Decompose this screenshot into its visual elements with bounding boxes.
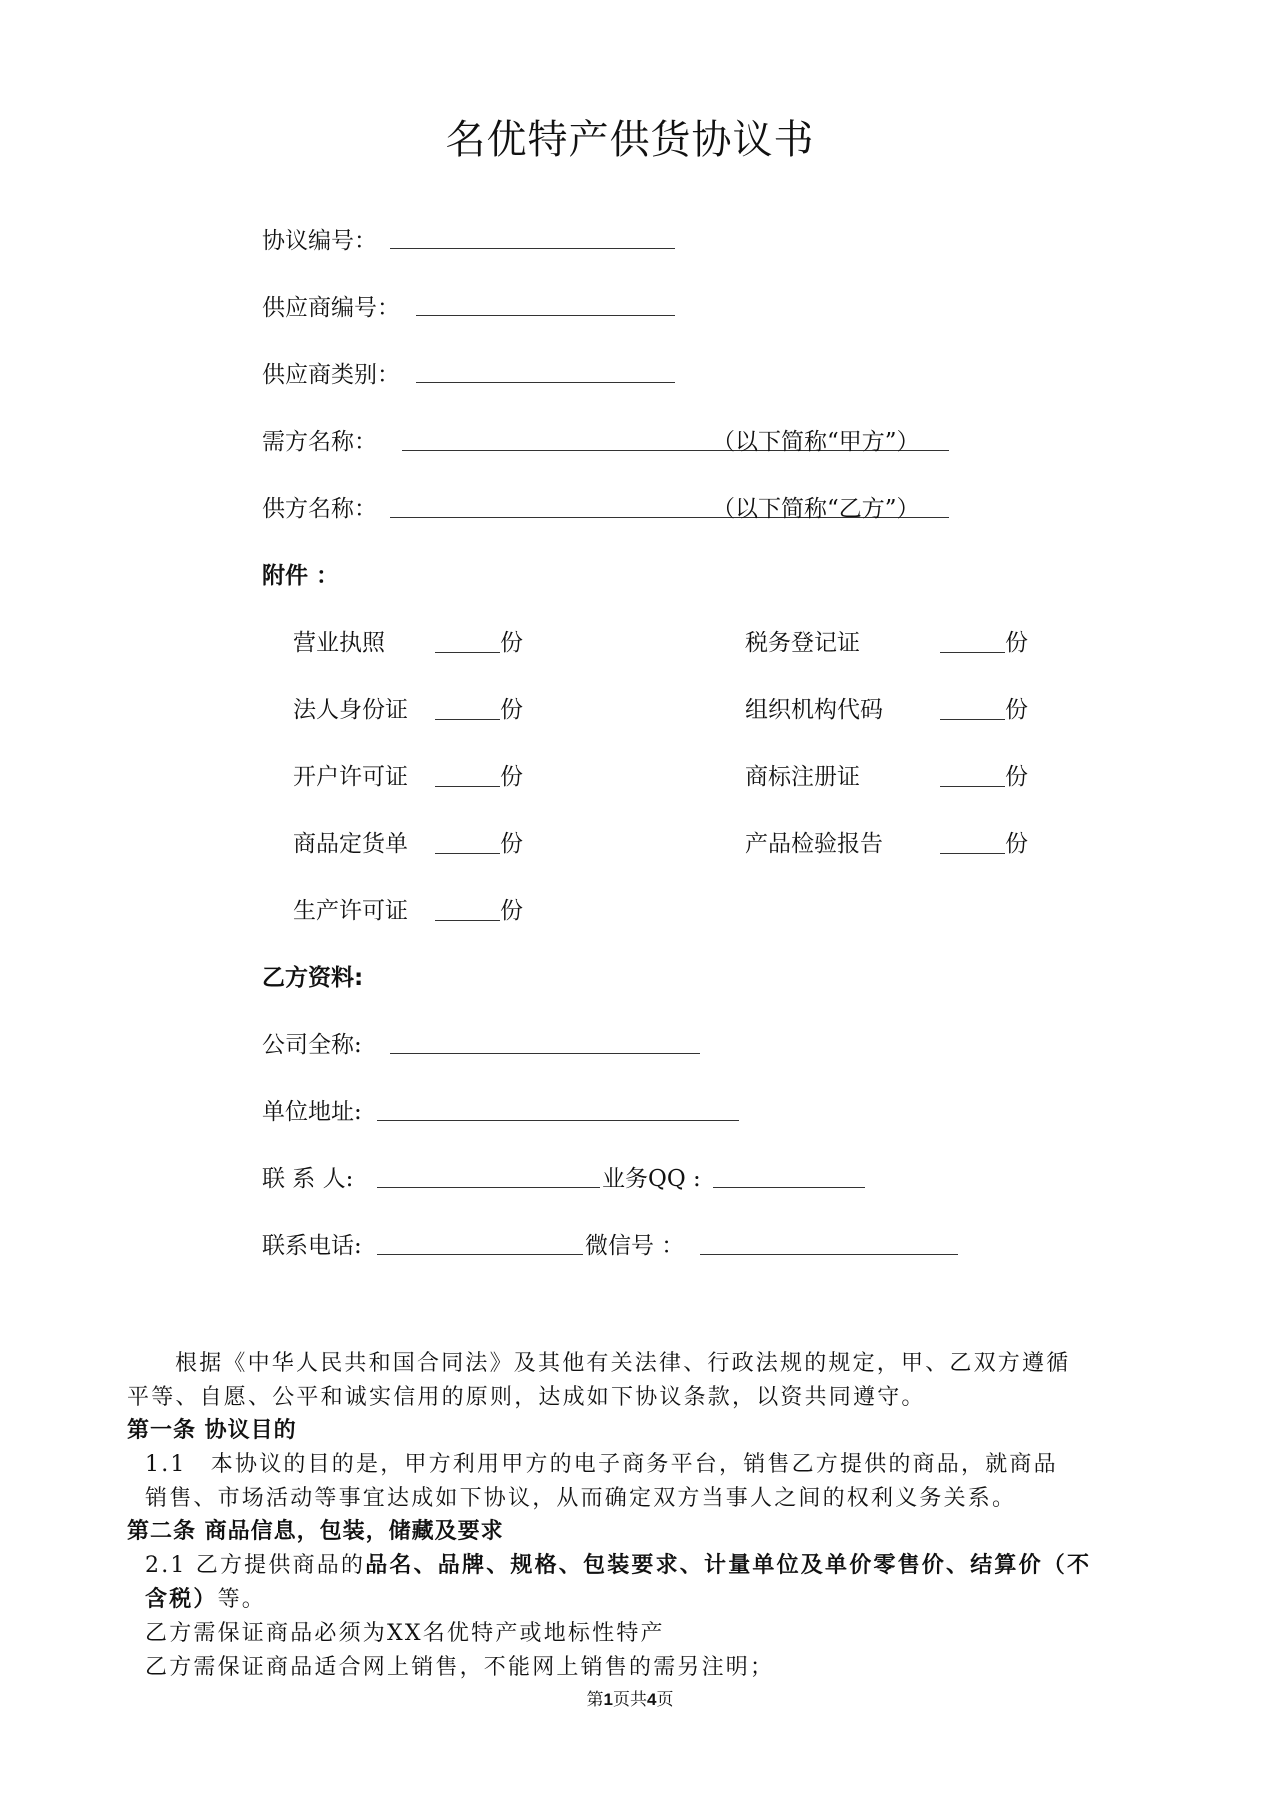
seller-alias: （以下简称“乙方”）	[712, 496, 920, 522]
attachment-unit: 份	[500, 831, 523, 857]
preamble-line: 根据《中华人民共和国合同法》及其他有关法律、行政法规的规定，甲、乙双方遵循	[175, 1351, 1071, 1376]
requirement-line: 乙方需保证商品适合网上销售，不能网上销售的需另注明；	[145, 1655, 775, 1680]
attachments-heading: 附件 ：	[262, 563, 340, 589]
company-name-label: 公司全称:	[262, 1032, 362, 1058]
attachment-label: 开户许可证	[293, 764, 408, 790]
page-total: 4	[647, 1690, 657, 1709]
attachment-count-field[interactable]	[940, 652, 1005, 653]
page-current: 1	[603, 1690, 613, 1709]
attachment-unit: 份	[1005, 697, 1028, 723]
clause-2-1-line	[145, 1582, 266, 1613]
phone-field[interactable]	[377, 1254, 583, 1255]
attachment-count-field[interactable]	[435, 786, 500, 787]
attachment-label: 商品定货单	[293, 831, 408, 857]
contact-label: 联 系 人:	[262, 1166, 354, 1192]
clause-2-1-prefix: 2.1 乙方提供商品的	[145, 1553, 366, 1578]
attachment-unit: 份	[1005, 831, 1028, 857]
attachment-count-field[interactable]	[940, 786, 1005, 787]
attachment-label: 组织机构代码	[745, 697, 883, 723]
qq-field[interactable]	[713, 1187, 865, 1188]
supplier-type-field[interactable]	[416, 382, 675, 383]
preamble-line: 平等、自愿、公平和诚实信用的原则，达成如下协议条款，以资共同遵守。	[127, 1385, 926, 1410]
page-prefix: 第	[586, 1690, 604, 1709]
article-2-title: 第二条 商品信息，包装，储藏及要求	[127, 1519, 504, 1544]
attachment-count-field[interactable]	[940, 853, 1005, 854]
seller-name-label: 供方名称：	[262, 496, 377, 522]
attachment-count-field[interactable]	[435, 853, 500, 854]
attachment-label: 商标注册证	[745, 764, 860, 790]
attachment-count-field[interactable]	[435, 920, 500, 921]
attachment-unit: 份	[1005, 764, 1028, 790]
agreement-no-field[interactable]	[390, 248, 675, 249]
clause-2-1-emphasis: 含税）	[145, 1586, 218, 1612]
clause-1-1-line: 1.1 本协议的目的是，甲方利用甲方的电子商务平台，销售乙方提供的商品，就商品	[145, 1452, 1058, 1477]
attachment-unit: 份	[500, 697, 523, 723]
attachment-label: 税务登记证	[745, 630, 860, 656]
contact-field[interactable]	[377, 1187, 600, 1188]
document-title: 名优特产供货协议书	[445, 117, 815, 163]
article-1-title: 第一条 协议目的	[127, 1418, 297, 1443]
party-b-heading: 乙方资料:	[262, 965, 364, 991]
attachment-unit: 份	[1005, 630, 1028, 656]
page-footer	[0, 1685, 1260, 1710]
address-field[interactable]	[377, 1120, 739, 1121]
page-suffix: 页	[656, 1690, 674, 1709]
attachment-unit: 份	[500, 898, 523, 924]
requirement-line: 乙方需保证商品必须为XX名优特产或地标性特产	[145, 1621, 665, 1646]
page-mid: 页共	[613, 1690, 647, 1709]
address-label: 单位地址:	[262, 1099, 362, 1125]
supplier-no-field[interactable]	[416, 315, 675, 316]
wechat-label: 微信号 ：	[585, 1233, 685, 1259]
attachment-unit: 份	[500, 630, 523, 656]
supplier-type-label: 供应商类别：	[262, 362, 400, 388]
attachment-label: 产品检验报告	[745, 831, 883, 857]
company-name-field[interactable]	[390, 1053, 700, 1054]
qq-label: 业务QQ :	[602, 1166, 701, 1192]
attachment-count-field[interactable]	[940, 719, 1005, 720]
clause-2-1-rest: 等。	[217, 1587, 267, 1612]
wechat-field[interactable]	[700, 1254, 958, 1255]
attachment-count-field[interactable]	[435, 719, 500, 720]
clause-2-1-line	[145, 1548, 1091, 1579]
buyer-name-label: 需方名称：	[262, 429, 377, 455]
agreement-no-label: 协议编号：	[262, 228, 377, 254]
clause-2-1-emphasis: 品名、品牌、规格、包装要求、计量单位及单价零售价、结算价（不	[365, 1552, 1092, 1578]
clause-1-1-line: 销售、市场活动等事宜达成如下协议，从而确定双方当事人之间的权利义务关系。	[145, 1486, 1017, 1511]
attachment-count-field[interactable]	[435, 652, 500, 653]
supplier-no-label: 供应商编号：	[262, 295, 400, 321]
phone-label: 联系电话:	[262, 1233, 362, 1259]
attachment-unit: 份	[500, 764, 523, 790]
attachment-label: 营业执照	[293, 630, 385, 656]
attachment-label: 法人身份证	[293, 697, 408, 723]
attachment-label: 生产许可证	[293, 898, 408, 924]
buyer-alias: （以下简称“甲方”）	[712, 429, 920, 455]
